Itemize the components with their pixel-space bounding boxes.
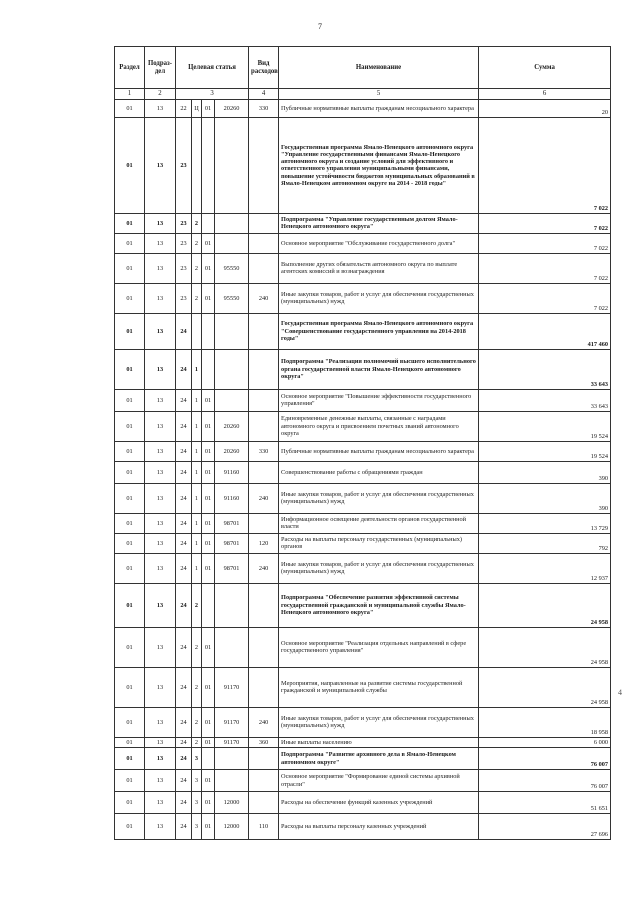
summa-cell: 7 022 bbox=[479, 253, 611, 283]
razdel-cell: 01 bbox=[115, 792, 145, 814]
naimenovanie-cell: Публичные нормативные выплаты гражданам несоциального характера bbox=[279, 99, 479, 117]
subprogram-cell: 2 bbox=[192, 283, 202, 313]
vid-rashodov-cell bbox=[249, 461, 279, 483]
margin-mark: 4 bbox=[618, 688, 622, 697]
table-row bbox=[115, 461, 611, 483]
table-row bbox=[115, 411, 611, 441]
podrazdel-cell: 13 bbox=[145, 814, 176, 840]
vid-rashodov-cell bbox=[249, 117, 279, 213]
direction-cell bbox=[215, 748, 249, 770]
subprogram-cell: 2 bbox=[192, 627, 202, 667]
naimenovanie-cell: Основное мероприятие "Повышение эффективности государственного управления" bbox=[279, 389, 479, 411]
event-cell bbox=[202, 748, 215, 770]
event-cell: 01 bbox=[202, 627, 215, 667]
podrazdel-cell: 13 bbox=[145, 770, 176, 792]
event-cell bbox=[202, 349, 215, 389]
direction-cell bbox=[215, 233, 249, 253]
razdel-cell: 01 bbox=[115, 233, 145, 253]
direction-cell: 98701 bbox=[215, 533, 249, 553]
table-row bbox=[115, 283, 611, 313]
naimenovanie-cell: Расходы на выплаты персоналу государственных (муниципальных) органов bbox=[279, 533, 479, 553]
program-cell: 24 bbox=[176, 814, 192, 840]
naimenovanie-cell: Расходы на выплаты персоналу казенных учреждений bbox=[279, 814, 479, 840]
podrazdel-cell: 13 bbox=[145, 513, 176, 533]
event-cell: 01 bbox=[202, 553, 215, 583]
table-row bbox=[115, 441, 611, 461]
event-cell: 01 bbox=[202, 533, 215, 553]
direction-cell: 91160 bbox=[215, 461, 249, 483]
razdel-cell: 01 bbox=[115, 461, 145, 483]
table-row bbox=[115, 389, 611, 411]
summa-cell: 24 958 bbox=[479, 583, 611, 627]
subprogram-cell: 2 bbox=[192, 583, 202, 627]
podrazdel-cell: 13 bbox=[145, 707, 176, 737]
summa-cell: 24 958 bbox=[479, 627, 611, 667]
table-row bbox=[115, 99, 611, 117]
razdel-cell: 01 bbox=[115, 770, 145, 792]
direction-cell: 95550 bbox=[215, 283, 249, 313]
podrazdel-cell: 13 bbox=[145, 411, 176, 441]
summa-cell: 792 bbox=[479, 533, 611, 553]
razdel-cell: 01 bbox=[115, 748, 145, 770]
table-row bbox=[115, 483, 611, 513]
vid-rashodov-cell bbox=[249, 349, 279, 389]
direction-cell: 12000 bbox=[215, 814, 249, 840]
table-row bbox=[115, 707, 611, 737]
razdel-cell: 01 bbox=[115, 707, 145, 737]
subprogram-cell: 1 bbox=[192, 389, 202, 411]
naimenovanie-cell: Совершенствование работы с обращениями граждан bbox=[279, 461, 479, 483]
summa-cell: 27 696 bbox=[479, 814, 611, 840]
naimenovanie-cell: Подпрограмма "Управление государственным долгом Ямало-Ненецкого автономного округа" bbox=[279, 213, 479, 233]
direction-cell bbox=[215, 313, 249, 349]
vid-rashodov-cell: 240 bbox=[249, 553, 279, 583]
razdel-cell: 01 bbox=[115, 313, 145, 349]
table-row bbox=[115, 737, 611, 747]
direction-cell: 98701 bbox=[215, 513, 249, 533]
table-row bbox=[115, 748, 611, 770]
summa-cell: 33 643 bbox=[479, 389, 611, 411]
summa-cell: 51 651 bbox=[479, 792, 611, 814]
program-cell: 24 bbox=[176, 748, 192, 770]
vid-rashodov-cell bbox=[249, 253, 279, 283]
vid-rashodov-cell bbox=[249, 233, 279, 253]
event-cell: 01 bbox=[202, 233, 215, 253]
podrazdel-cell: 13 bbox=[145, 389, 176, 411]
podrazdel-cell: 13 bbox=[145, 792, 176, 814]
podrazdel-cell: 13 bbox=[145, 533, 176, 553]
naimenovanie-cell: Информационное освещение деятельности органов государственной власти bbox=[279, 513, 479, 533]
razdel-cell: 01 bbox=[115, 814, 145, 840]
razdel-cell: 01 bbox=[115, 253, 145, 283]
podrazdel-cell: 13 bbox=[145, 117, 176, 213]
program-cell: 24 bbox=[176, 792, 192, 814]
summa-cell: 24 958 bbox=[479, 667, 611, 707]
naimenovanie-cell: Иные закупки товаров, работ и услуг для обеспечения государственных (муниципальных) нужд bbox=[279, 553, 479, 583]
subprogram-cell: 1 bbox=[192, 461, 202, 483]
summa-cell: 76 007 bbox=[479, 748, 611, 770]
naimenovanie-cell: Подпрограмма "Обеспечение развития эффективной системы государственной гражданской и муниципальной службы Ямало-Ненецкого автономного округа" bbox=[279, 583, 479, 627]
direction-cell bbox=[215, 349, 249, 389]
column-number: 2 bbox=[145, 89, 176, 100]
razdel-cell: 01 bbox=[115, 583, 145, 627]
program-cell: 23 bbox=[176, 253, 192, 283]
event-cell: 01 bbox=[202, 99, 215, 117]
event-cell bbox=[202, 583, 215, 627]
subprogram-cell bbox=[192, 117, 202, 213]
event-cell: 01 bbox=[202, 814, 215, 840]
summa-cell: 33 643 bbox=[479, 349, 611, 389]
event-cell: 01 bbox=[202, 792, 215, 814]
subprogram-cell: 3 bbox=[192, 770, 202, 792]
naimenovanie-cell: Иные закупки товаров, работ и услуг для обеспечения государственных (муниципальных) нужд bbox=[279, 707, 479, 737]
column-number: 6 bbox=[479, 89, 611, 100]
event-cell: 01 bbox=[202, 411, 215, 441]
header-podrazdel: Подраз-дел bbox=[145, 47, 176, 89]
summa-cell: 7 022 bbox=[479, 117, 611, 213]
program-cell: 24 bbox=[176, 533, 192, 553]
event-cell: 01 bbox=[202, 667, 215, 707]
podrazdel-cell: 13 bbox=[145, 253, 176, 283]
naimenovanie-cell: Иные выплаты населению bbox=[279, 737, 479, 747]
event-cell: 01 bbox=[202, 483, 215, 513]
vid-rashodov-cell bbox=[249, 583, 279, 627]
summa-cell: 18 958 bbox=[479, 707, 611, 737]
vid-rashodov-cell bbox=[249, 389, 279, 411]
razdel-cell: 01 bbox=[115, 513, 145, 533]
summa-cell: 12 937 bbox=[479, 553, 611, 583]
podrazdel-cell: 13 bbox=[145, 313, 176, 349]
event-cell: 01 bbox=[202, 461, 215, 483]
podrazdel-cell: 13 bbox=[145, 99, 176, 117]
direction-cell: 20260 bbox=[215, 441, 249, 461]
program-cell: 23 bbox=[176, 283, 192, 313]
podrazdel-cell: 13 bbox=[145, 553, 176, 583]
razdel-cell: 01 bbox=[115, 389, 145, 411]
budget-table bbox=[114, 46, 611, 840]
podrazdel-cell: 13 bbox=[145, 283, 176, 313]
direction-cell bbox=[215, 389, 249, 411]
direction-cell: 95550 bbox=[215, 253, 249, 283]
table-row bbox=[115, 253, 611, 283]
naimenovanie-cell: Основное мероприятие "Реализация отдельных направлений в сфере государственного управления" bbox=[279, 627, 479, 667]
table-row bbox=[115, 583, 611, 627]
podrazdel-cell: 13 bbox=[145, 737, 176, 747]
naimenovanie-cell: Государственная программа Ямало-Ненецкого автономного округа "Совершенствование государственного управления на 2014-2018 годы" bbox=[279, 313, 479, 349]
event-cell bbox=[202, 117, 215, 213]
direction-cell: 91170 bbox=[215, 667, 249, 707]
program-cell: 22 bbox=[176, 99, 192, 117]
summa-cell: 76 007 bbox=[479, 770, 611, 792]
naimenovanie-cell: Подпрограмма "Развитие архивного дела в Ямало-Ненецком автономном округе" bbox=[279, 748, 479, 770]
subprogram-cell: 1 bbox=[192, 441, 202, 461]
direction-cell: 20260 bbox=[215, 99, 249, 117]
table-row bbox=[115, 313, 611, 349]
event-cell bbox=[202, 313, 215, 349]
table-row bbox=[115, 770, 611, 792]
subprogram-cell: 2 bbox=[192, 667, 202, 707]
naimenovanie-cell: Подпрограмма "Реализация полномочий высшего исполнительного органа государственной власти Ямало-Ненецкого автономного округа" bbox=[279, 349, 479, 389]
razdel-cell: 01 bbox=[115, 411, 145, 441]
vid-rashodov-cell: 240 bbox=[249, 707, 279, 737]
razdel-cell: 01 bbox=[115, 441, 145, 461]
subprogram-cell: 1 bbox=[192, 349, 202, 389]
subprogram-cell: 3 bbox=[192, 792, 202, 814]
subprogram-cell: 1 bbox=[192, 553, 202, 583]
program-cell: 24 bbox=[176, 737, 192, 747]
naimenovanie-cell: Основное мероприятие "Формирование единой системы архивной отрасли" bbox=[279, 770, 479, 792]
podrazdel-cell: 13 bbox=[145, 233, 176, 253]
summa-cell: 19 524 bbox=[479, 411, 611, 441]
vid-rashodov-cell bbox=[249, 667, 279, 707]
table-row bbox=[115, 233, 611, 253]
event-cell: 01 bbox=[202, 389, 215, 411]
event-cell: 01 bbox=[202, 253, 215, 283]
program-cell: 24 bbox=[176, 707, 192, 737]
naimenovanie-cell: Мероприятия, направленные на развитие системы государственной гражданской и муниципальной службы bbox=[279, 667, 479, 707]
vid-rashodov-cell: 360 bbox=[249, 737, 279, 747]
program-cell: 24 bbox=[176, 627, 192, 667]
event-cell: 01 bbox=[202, 770, 215, 792]
event-cell: 01 bbox=[202, 441, 215, 461]
naimenovanie-cell: Иные закупки товаров, работ и услуг для обеспечения государственных (муниципальных) нужд bbox=[279, 483, 479, 513]
table-row bbox=[115, 213, 611, 233]
vid-rashodov-cell bbox=[249, 411, 279, 441]
podrazdel-cell: 13 bbox=[145, 583, 176, 627]
direction-cell: 12000 bbox=[215, 792, 249, 814]
summa-cell: 7 022 bbox=[479, 233, 611, 253]
column-number-row bbox=[115, 89, 611, 100]
column-number: 5 bbox=[279, 89, 479, 100]
program-cell: 24 bbox=[176, 583, 192, 627]
subprogram-cell: 1 bbox=[192, 533, 202, 553]
naimenovanie-cell: Основное мероприятие "Обслуживание государственного долга" bbox=[279, 233, 479, 253]
program-cell: 24 bbox=[176, 483, 192, 513]
podrazdel-cell: 13 bbox=[145, 461, 176, 483]
event-cell: 01 bbox=[202, 513, 215, 533]
vid-rashodov-cell bbox=[249, 748, 279, 770]
summa-cell: 20 bbox=[479, 99, 611, 117]
direction-cell bbox=[215, 117, 249, 213]
header-vid-rashodov: Вид расходов bbox=[249, 47, 279, 89]
podrazdel-cell: 13 bbox=[145, 748, 176, 770]
event-cell bbox=[202, 213, 215, 233]
summa-cell: 7 022 bbox=[479, 213, 611, 233]
vid-rashodov-cell bbox=[249, 792, 279, 814]
table-row bbox=[115, 513, 611, 533]
program-cell: 23 bbox=[176, 233, 192, 253]
program-cell: 24 bbox=[176, 349, 192, 389]
subprogram-cell: 2 bbox=[192, 253, 202, 283]
summa-cell: 13 729 bbox=[479, 513, 611, 533]
direction-cell bbox=[215, 770, 249, 792]
subprogram-cell: 1 bbox=[192, 411, 202, 441]
vid-rashodov-cell: 240 bbox=[249, 283, 279, 313]
summa-cell: 390 bbox=[479, 483, 611, 513]
podrazdel-cell: 13 bbox=[145, 213, 176, 233]
naimenovanie-cell: Единовременные денежные выплаты, связанные с наградами автономного округа и присвоением почетных званий автономного округа bbox=[279, 411, 479, 441]
subprogram-cell: 3 bbox=[192, 814, 202, 840]
razdel-cell: 01 bbox=[115, 533, 145, 553]
vid-rashodov-cell bbox=[249, 513, 279, 533]
naimenovanie-cell: Государственная программа Ямало-Ненецкого автономного округа "Управление государственными финансами Ямало-Ненецкого автономного округа и создание условий для эффективного и ответственного управления муниципальными финансами, повышение устойчивости бюджетов муниципальных образований в Ямало-Ненецком автономном округе на 2014 - 2018 годы" bbox=[279, 117, 479, 213]
summa-cell: 417 460 bbox=[479, 313, 611, 349]
page-number: 7 bbox=[318, 22, 322, 31]
header-naimenovanie: Наименование bbox=[279, 47, 479, 89]
header-summa: Сумма bbox=[479, 47, 611, 89]
program-cell: 23 bbox=[176, 213, 192, 233]
table-row bbox=[115, 627, 611, 667]
naimenovanie-cell: Расходы на обеспечение функций казенных учреждений bbox=[279, 792, 479, 814]
table-row bbox=[115, 533, 611, 553]
subprogram-cell: 2 bbox=[192, 707, 202, 737]
program-cell: 24 bbox=[176, 553, 192, 583]
podrazdel-cell: 13 bbox=[145, 667, 176, 707]
summa-cell: 19 524 bbox=[479, 441, 611, 461]
subprogram-cell: 2 bbox=[192, 213, 202, 233]
vid-rashodov-cell bbox=[249, 313, 279, 349]
vid-rashodov-cell: 240 bbox=[249, 483, 279, 513]
razdel-cell: 01 bbox=[115, 117, 145, 213]
direction-cell bbox=[215, 213, 249, 233]
program-cell: 24 bbox=[176, 513, 192, 533]
table-body bbox=[115, 99, 611, 839]
direction-cell: 91160 bbox=[215, 483, 249, 513]
table-row bbox=[115, 349, 611, 389]
podrazdel-cell: 13 bbox=[145, 441, 176, 461]
subprogram-cell: 2 bbox=[192, 233, 202, 253]
table-row bbox=[115, 792, 611, 814]
naimenovanie-cell: Иные закупки товаров, работ и услуг для обеспечения государственных (муниципальных) нужд bbox=[279, 283, 479, 313]
razdel-cell: 01 bbox=[115, 283, 145, 313]
program-cell: 23 bbox=[176, 117, 192, 213]
program-cell: 24 bbox=[176, 770, 192, 792]
column-number: 4 bbox=[249, 89, 279, 100]
razdel-cell: 01 bbox=[115, 627, 145, 667]
table-row bbox=[115, 814, 611, 840]
program-cell: 24 bbox=[176, 667, 192, 707]
podrazdel-cell: 13 bbox=[145, 483, 176, 513]
header-razdel: Раздел bbox=[115, 47, 145, 89]
vid-rashodov-cell bbox=[249, 213, 279, 233]
razdel-cell: 01 bbox=[115, 99, 145, 117]
program-cell: 24 bbox=[176, 389, 192, 411]
vid-rashodov-cell: 330 bbox=[249, 99, 279, 117]
header-celevaya-statya: Целевая статья bbox=[176, 47, 249, 89]
vid-rashodov-cell: 110 bbox=[249, 814, 279, 840]
direction-cell: 91170 bbox=[215, 707, 249, 737]
subprogram-cell: 2 bbox=[192, 737, 202, 747]
program-cell: 24 bbox=[176, 313, 192, 349]
summa-cell: 6 000 bbox=[479, 737, 611, 747]
subprogram-cell bbox=[192, 313, 202, 349]
table-row bbox=[115, 667, 611, 707]
razdel-cell: 01 bbox=[115, 349, 145, 389]
program-cell: 24 bbox=[176, 411, 192, 441]
subprogram-cell: 3 bbox=[192, 748, 202, 770]
column-number: 3 bbox=[176, 89, 249, 100]
summa-cell: 7 022 bbox=[479, 283, 611, 313]
direction-cell: 98701 bbox=[215, 553, 249, 583]
razdel-cell: 01 bbox=[115, 483, 145, 513]
table-header-row bbox=[115, 47, 611, 89]
subprogram-cell: 1 bbox=[192, 483, 202, 513]
event-cell: 01 bbox=[202, 737, 215, 747]
direction-cell bbox=[215, 627, 249, 667]
program-cell: 24 bbox=[176, 461, 192, 483]
subprogram-cell: 1 bbox=[192, 513, 202, 533]
naimenovanie-cell: Публичные нормативные выплаты гражданам несоциального характера bbox=[279, 441, 479, 461]
vid-rashodov-cell bbox=[249, 627, 279, 667]
event-cell: 01 bbox=[202, 707, 215, 737]
table-row bbox=[115, 553, 611, 583]
program-cell: 24 bbox=[176, 441, 192, 461]
vid-rashodov-cell: 120 bbox=[249, 533, 279, 553]
table-row bbox=[115, 117, 611, 213]
razdel-cell: 01 bbox=[115, 553, 145, 583]
direction-cell bbox=[215, 583, 249, 627]
event-cell: 01 bbox=[202, 283, 215, 313]
direction-cell: 91170 bbox=[215, 737, 249, 747]
vid-rashodov-cell bbox=[249, 770, 279, 792]
vid-rashodov-cell: 330 bbox=[249, 441, 279, 461]
razdel-cell: 01 bbox=[115, 213, 145, 233]
subprogram-cell: Ц bbox=[192, 99, 202, 117]
podrazdel-cell: 13 bbox=[145, 627, 176, 667]
razdel-cell: 01 bbox=[115, 737, 145, 747]
direction-cell: 20260 bbox=[215, 411, 249, 441]
summa-cell: 390 bbox=[479, 461, 611, 483]
column-number: 1 bbox=[115, 89, 145, 100]
razdel-cell: 01 bbox=[115, 667, 145, 707]
naimenovanie-cell: Выполнение других обязательств автономного округа по выплате агентских комиссий и вознаграждения bbox=[279, 253, 479, 283]
podrazdel-cell: 13 bbox=[145, 349, 176, 389]
